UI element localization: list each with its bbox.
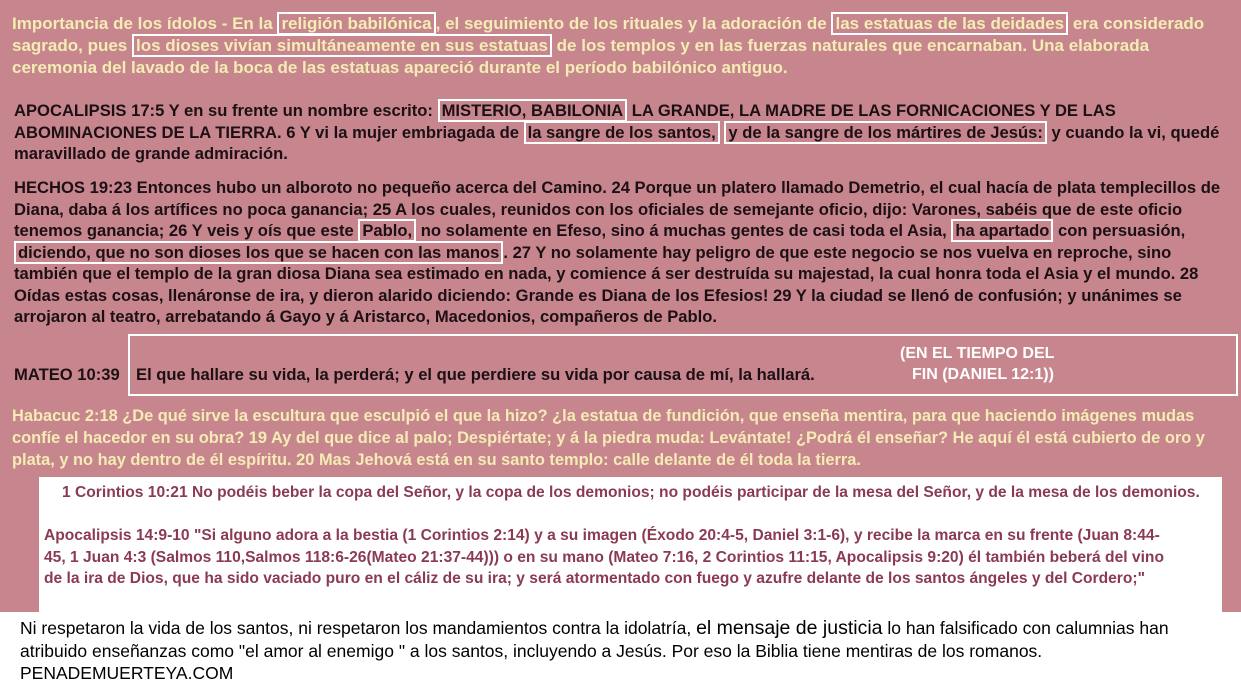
paragraph-apocalipsis-14: Apocalipsis 14:9-10 "Si alguno adora a la bestia (1 Corintios 2:14) y a su imagen (Éxodo 20:4-5, Daniel 3:1-6), y recibe la marca en su frente (Juan 8:44-45, 1 Juan 4:3 (Salmos 110,Salmos 118:6-26(Mateo 21:37-44))) o en su mano (Mateo 7:16, 2 Corintios 11:15, Apocalipsis 9:20) él también beberá del vino de la ira de Dios, que ha sido vaciado puro en el cáliz de su ira; y será atormentado con fuego y azufre delante de los santos ángeles y del Cordero;"	[44, 527, 1164, 587]
paragraph-1-corintios-10: 1 Corintios 10:21 No podéis beber la copa del Señor, y la copa de los demonios; no podéis participar de la mesa del Señor, y de la mesa de los demonios.	[62, 484, 1200, 501]
highlight-pablo: Pablo,	[358, 219, 416, 242]
mateo-label: MATEO 10:39	[14, 365, 120, 384]
paragraph-idols-importance: Importancia de los ídolos - En la religión babilónica , el seguimiento de los rituales y la adoración de las estatuas de las deidades era considerado sagrado, pues los dioses vivían simultáneamente en sus estatuas de los templos y en las fuerzas naturales que encarnaban. Una elaborada ceremonia del lavado de la boca de las estatuas apareció durante el período babilónico antiguo.	[12, 14, 1205, 77]
highlight-deity-statues: las estatuas de las deidades	[831, 12, 1068, 35]
end-times-note-line1: (EN EL TIEMPO DEL	[900, 345, 1055, 362]
mateo-verse: El que hallare su vida, la perderá; y el que perdiere su vida por causa de mí, la hallará.	[136, 365, 815, 384]
highlight-misterio-babilonia: MISTERIO, BABILONIA	[438, 99, 628, 122]
paragraph-habacuc-2: Habacuc 2:18 ¿De qué sirve la escultura que esculpió el que la hizo? ¿la estatua de fundición, que enseña mentira, para que haciendo imágenes mudas confíe el hacedor en su obra? 19 Ay del que dice al palo; Despiértate; y á la piedra muda: Levántate! ¿Podrá él enseñar? He aquí él está cubierto de oro y plata, y no hay dentro de él espíritu. 20 Mas Jehová está en su santo templo: calle delante de él toda la tierra.	[12, 407, 1205, 469]
paragraph-hechos-19: HECHOS 19:23 Entonces hubo un alboroto no pequeño acerca del Camino. 24 Porque un platero llamado Demetrio, el cual hacía de plata templecillos de Diana, daba á los artífices no poca ganancia; 25 A los cuales, reunidos con los oficiales de semejante oficio, dijo: Varones, sabéis que de este oficio tenemos ganancia; 26 Y veis y oís que este Pablo, no solamente en Efeso, sino á muchas gentes de casi toda el Asia, ha apartado con persuasión, diciendo, que no son dioses los que se hacen con las manos . 27 Y no solamente hay peligro de que este negocio se nos vuelva en reproche, sino también que el templo de la gran diosa Diana sea estimado en nada, y comience á ser destruída su majestad, la cual honra toda el Asia y el mundo. 28 Oídas estas cosas, llenáronse de ira, y dieron alarido diciendo: Grande es Diana de los Efesios! 29 Y la ciudad se llenó de confusión; y unánimes se arrojaron al teatro, arrebatando á Gayo y á Aristarco, Macedonios, compañeros de Pablo.	[14, 178, 1221, 326]
highlight-babylonian-religion: religión babilónica	[277, 12, 435, 35]
footer-text: Ni respetaron la vida de los santos, ni respetaron los mandamientos contra la idolatría, el mensaje de justicia lo han falsificado con calumnias han atribuido enseñanzas como "el amor al enemigo " a los santos, incluyendo a Jesús. Por eso la Biblia tiene mentiras de los romanos. PENADEMUERTEYA.COM	[20, 617, 1169, 683]
highlight-ha-apartado: ha apartado	[951, 219, 1053, 242]
highlight-not-gods-made-by-hands: diciendo, que no son dioses los que se hacen con las manos	[14, 241, 503, 264]
highlight-gods-in-statues: los dioses vivían simultáneamente en sus estatuas	[132, 34, 552, 57]
footer-justice-message: el mensaje de justicia	[696, 617, 883, 639]
paragraph-apocalipsis-17: APOCALIPSIS 17:5 Y en su frente un nombre escrito: MISTERIO, BABILONIA LA GRANDE, LA MADRE DE LAS FORNICACIONES Y DE LAS ABOMINACIONES DE LA TIERRA. 6 Y vi la mujer embriagada de la sangre de los santos, y de la sangre de los mártires de Jesús: y cuando la vi, quedé maravillado de grande admiración.	[14, 101, 1220, 163]
end-times-note-line2: FIN (DANIEL 12:1))	[912, 366, 1054, 383]
highlight-blood-of-saints: la sangre de los santos,	[524, 121, 720, 144]
highlight-blood-of-martyrs: y de la sangre de los mártires de Jesús:	[724, 121, 1047, 144]
